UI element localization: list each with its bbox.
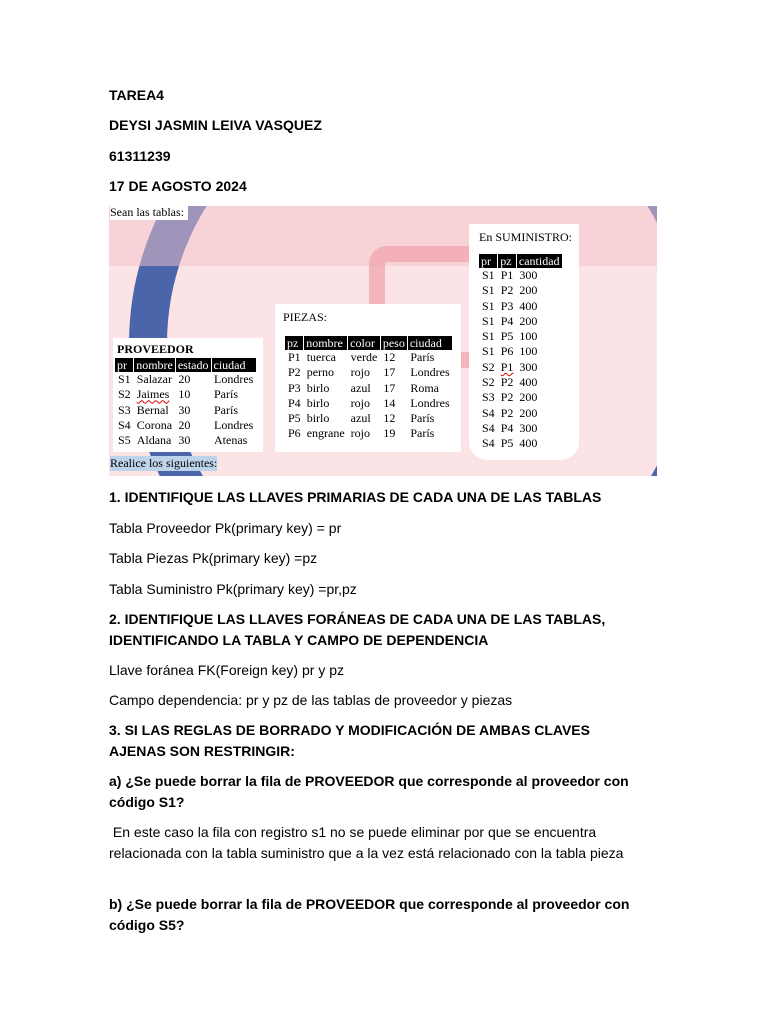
proveedor-cell: Corona bbox=[136, 417, 173, 432]
suministro-cell: P4 bbox=[500, 313, 514, 328]
piezas-cell: P2 bbox=[288, 365, 301, 380]
suministro-cell: S2 bbox=[482, 375, 495, 390]
question-3b: b) ¿Se puede borrar la fila de PROVEEDOR que corresponde al proveedor con código S5? bbox=[109, 896, 630, 933]
answer-1-piezas: Tabla Piezas Pk(primary key) =pz bbox=[109, 550, 318, 566]
suministro-cell: S4 bbox=[482, 420, 495, 435]
proveedor-cell: S4 bbox=[118, 417, 131, 432]
table-row bbox=[479, 406, 562, 421]
suministro-panel bbox=[469, 224, 579, 460]
table-row bbox=[285, 396, 453, 411]
suministro-cell: P3 bbox=[500, 298, 514, 313]
proveedor-panel bbox=[113, 338, 263, 452]
answer-3a: En este caso la fila con registro s1 no se puede eliminar por que se encuentra relacionada con la tabla suministro que a la vez está relacionado con la tabla pieza bbox=[109, 824, 624, 861]
suministro-cell: 400 bbox=[519, 298, 538, 313]
proveedor-header-cell: nombre bbox=[134, 358, 176, 372]
piezas-panel bbox=[275, 304, 461, 452]
suministro-cell: S2 bbox=[482, 359, 495, 374]
piezas-cell: azul bbox=[350, 411, 371, 426]
student-name: DEYSI JASMIN LEIVA VASQUEZ bbox=[109, 117, 322, 133]
suministro-cell: S1 bbox=[482, 268, 495, 282]
suministro-cell: P1 bbox=[500, 359, 514, 374]
piezas-cell: rojo bbox=[350, 395, 371, 410]
proveedor-cell: 20 bbox=[178, 372, 191, 386]
piezas-cell: Londres bbox=[410, 365, 450, 380]
table-row bbox=[479, 421, 562, 436]
piezas-cell: rojo bbox=[350, 426, 371, 441]
suministro-cell: 200 bbox=[519, 390, 538, 405]
table-row bbox=[285, 381, 453, 396]
piezas-cell: rojo bbox=[350, 365, 371, 380]
suministro-cell: P4 bbox=[500, 420, 514, 435]
piezas-cell: perno bbox=[306, 365, 335, 380]
piezas-table bbox=[285, 336, 453, 442]
figure-intro: Sean las tablas: bbox=[110, 206, 188, 220]
question-2: 2. IDENTIFIQUE LAS LLAVES FORÁNEAS DE CADA UNA DE LAS TABLAS, IDENTIFICANDO LA TABLA Y CAMPO DE DEPENDENCIA bbox=[109, 611, 606, 648]
piezas-cell: 17 bbox=[383, 380, 396, 395]
suministro-cell: P6 bbox=[500, 344, 514, 359]
piezas-cell: 17 bbox=[383, 365, 396, 380]
piezas-cell: 19 bbox=[383, 426, 396, 441]
table-row bbox=[285, 365, 453, 380]
piezas-header-cell: peso bbox=[380, 336, 407, 350]
proveedor-cell: 30 bbox=[178, 402, 191, 417]
piezas-cell: P6 bbox=[288, 426, 301, 441]
table-row bbox=[285, 350, 453, 365]
proveedor-cell: Aldana bbox=[136, 433, 172, 448]
tables-figure bbox=[109, 206, 657, 476]
piezas-cell: Roma bbox=[410, 380, 439, 395]
proveedor-cell: Jaimes bbox=[136, 387, 170, 402]
suministro-cell: S1 bbox=[482, 298, 495, 313]
figure-footer: Realice los siguientes: bbox=[110, 456, 218, 470]
piezas-cell: P4 bbox=[288, 395, 301, 410]
suministro-cell: P2 bbox=[500, 375, 514, 390]
answer-1-suministro: Tabla Suministro Pk(primary key) =pr,pz bbox=[109, 581, 357, 597]
piezas-cell: 12 bbox=[383, 350, 396, 364]
suministro-cell: 400 bbox=[519, 375, 538, 390]
suministro-header-cell: pr bbox=[479, 254, 498, 268]
proveedor-cell: Bernal bbox=[136, 402, 169, 417]
suministro-cell: 200 bbox=[519, 405, 538, 420]
suministro-cell: 200 bbox=[519, 283, 538, 298]
proveedor-table bbox=[115, 358, 257, 448]
suministro-cell: 200 bbox=[519, 313, 538, 328]
table-row bbox=[115, 433, 256, 448]
piezas-cell: 14 bbox=[383, 395, 396, 410]
proveedor-header-cell: pr bbox=[115, 358, 134, 372]
document-date: 17 DE AGOSTO 2024 bbox=[109, 178, 247, 194]
piezas-title: PIEZAS: bbox=[283, 310, 328, 324]
suministro-cell: S1 bbox=[482, 329, 495, 344]
table-row bbox=[285, 426, 453, 441]
piezas-header-cell: nombre bbox=[304, 336, 348, 350]
piezas-cell: birlo bbox=[306, 411, 330, 426]
suministro-cell: P2 bbox=[500, 405, 514, 420]
piezas-header-cell: pz bbox=[285, 336, 304, 350]
suministro-cell: P2 bbox=[500, 390, 514, 405]
proveedor-cell: Atenas bbox=[214, 433, 248, 448]
suministro-cell: P2 bbox=[500, 283, 514, 298]
table-row bbox=[115, 418, 256, 433]
question-1: 1. IDENTIFIQUE LAS LLAVES PRIMARIAS DE CADA UNA DE LAS TABLAS bbox=[109, 489, 602, 505]
table-row bbox=[479, 314, 562, 329]
piezas-header-cell: ciudad bbox=[407, 336, 452, 350]
piezas-cell: engrane bbox=[306, 426, 345, 441]
table-row bbox=[479, 329, 562, 344]
proveedor-cell: S5 bbox=[118, 433, 131, 448]
table-row bbox=[479, 436, 562, 451]
proveedor-cell: S1 bbox=[118, 372, 131, 386]
suministro-cell: 300 bbox=[519, 359, 538, 374]
suministro-table bbox=[479, 254, 563, 452]
suministro-cell: S1 bbox=[482, 344, 495, 359]
suministro-cell: 300 bbox=[519, 268, 538, 282]
question-3a: a) ¿Se puede borrar la fila de PROVEEDOR que corresponde al proveedor con código S1? bbox=[109, 773, 629, 810]
proveedor-cell: 30 bbox=[178, 433, 191, 448]
proveedor-cell: Londres bbox=[214, 372, 254, 386]
table-row bbox=[479, 360, 562, 375]
table-row bbox=[479, 299, 562, 314]
table-row bbox=[285, 411, 453, 426]
task-title: TAREA4 bbox=[109, 87, 164, 103]
proveedor-cell: Salazar bbox=[136, 372, 172, 386]
suministro-cell: S1 bbox=[482, 283, 495, 298]
answer-2-dependency: Campo dependencia: pr y pz de las tablas de proveedor y piezas bbox=[109, 692, 513, 708]
piezas-cell: birlo bbox=[306, 395, 330, 410]
suministro-header-cell: cantidad bbox=[516, 254, 562, 268]
suministro-cell: P5 bbox=[500, 436, 514, 451]
suministro-header-cell: pz bbox=[498, 254, 517, 268]
suministro-cell: 100 bbox=[519, 344, 538, 359]
suministro-cell: S4 bbox=[482, 405, 495, 420]
suministro-cell: 400 bbox=[519, 436, 538, 451]
suministro-cell: S1 bbox=[482, 313, 495, 328]
table-row bbox=[479, 375, 562, 390]
student-id: 61311239 bbox=[109, 148, 171, 164]
proveedor-cell: S3 bbox=[118, 402, 131, 417]
answer-1-proveedor: Tabla Proveedor Pk(primary key) = pr bbox=[109, 520, 342, 536]
suministro-title: En SUMINISTRO: bbox=[479, 230, 573, 244]
piezas-cell: París bbox=[410, 350, 435, 364]
proveedor-header-cell: estado bbox=[175, 358, 211, 372]
table-row bbox=[115, 387, 256, 402]
suministro-cell: S4 bbox=[482, 436, 495, 451]
table-row bbox=[479, 283, 562, 298]
table-row bbox=[115, 372, 256, 387]
piezas-header-cell: color bbox=[348, 336, 381, 350]
table-row bbox=[479, 344, 562, 359]
suministro-cell: P5 bbox=[500, 329, 514, 344]
proveedor-cell: Londres bbox=[214, 417, 254, 432]
piezas-cell: París bbox=[410, 426, 435, 441]
proveedor-cell: París bbox=[214, 402, 238, 417]
proveedor-title: PROVEEDOR bbox=[117, 342, 194, 356]
piezas-cell: P1 bbox=[288, 350, 301, 364]
answer-2-fk: Llave foránea FK(Foreign key) pr y pz bbox=[109, 662, 344, 678]
piezas-cell: 12 bbox=[383, 411, 396, 426]
piezas-cell: azul bbox=[350, 380, 371, 395]
suministro-cell: S3 bbox=[482, 390, 495, 405]
table-row bbox=[479, 268, 562, 283]
piezas-cell: P5 bbox=[288, 411, 301, 426]
piezas-cell: tuerca bbox=[306, 350, 336, 364]
piezas-cell: P3 bbox=[288, 380, 301, 395]
question-3: 3. SI LAS REGLAS DE BORRADO Y MODIFICACIÓN DE AMBAS CLAVES AJENAS SON RESTRINGIR: bbox=[109, 722, 590, 759]
piezas-cell: París bbox=[410, 411, 435, 426]
proveedor-cell: París bbox=[214, 387, 238, 402]
proveedor-cell: 10 bbox=[178, 387, 191, 402]
piezas-cell: verde bbox=[350, 350, 378, 364]
proveedor-cell: S2 bbox=[118, 387, 131, 402]
proveedor-cell: 20 bbox=[178, 417, 191, 432]
proveedor-header-cell: ciudad bbox=[211, 358, 256, 372]
suministro-cell: 100 bbox=[519, 329, 538, 344]
piezas-cell: birlo bbox=[306, 380, 330, 395]
suministro-cell: P1 bbox=[500, 268, 514, 282]
piezas-cell: Londres bbox=[410, 395, 450, 410]
table-row bbox=[115, 403, 256, 418]
table-row bbox=[479, 390, 562, 405]
suministro-cell: 300 bbox=[519, 420, 538, 435]
